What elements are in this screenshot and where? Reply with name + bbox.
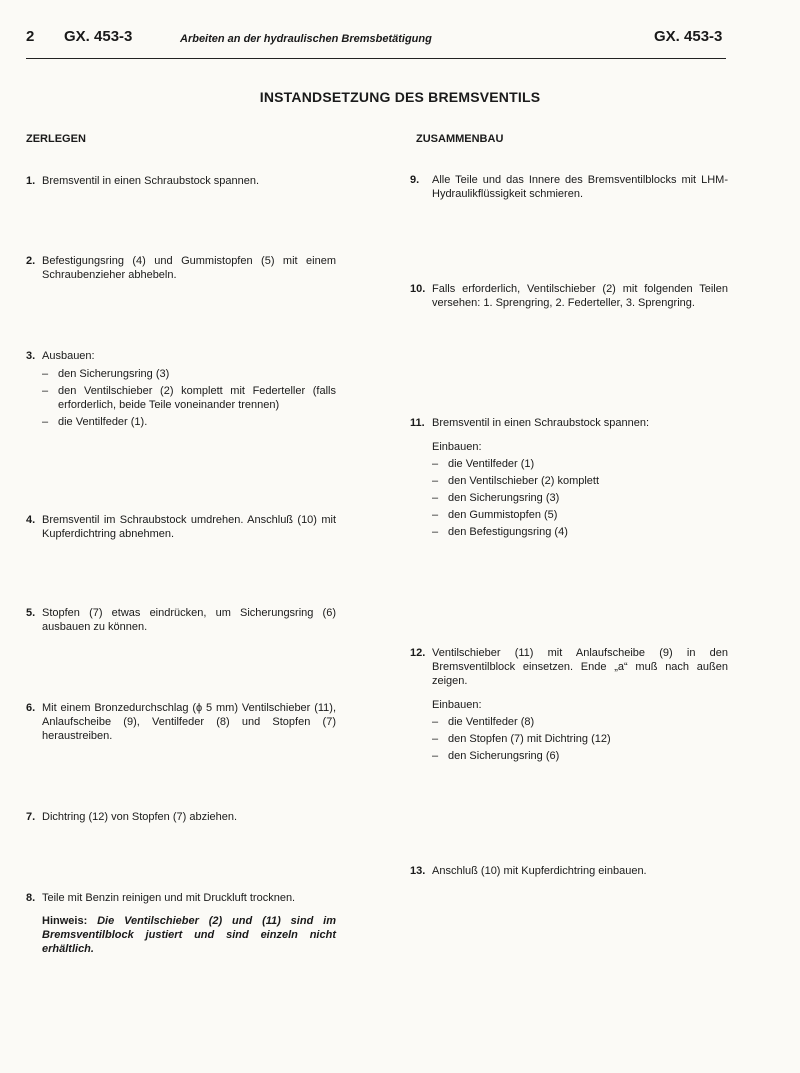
list-item: – den Ventilschieber (2) komplett mit Federteller (falls erforderlich, beide Teile voneinander trennen) <box>42 385 336 411</box>
page-title: INSTANDSETZUNG DES BREMSVENTILS <box>259 89 541 105</box>
right-column-heading: ZUSAMMENBAU <box>416 133 504 145</box>
header-subtitle: Arbeiten an der hydraulischen Bremsbetätigung <box>180 33 432 45</box>
step-number: 4. <box>26 514 36 526</box>
step-5 <box>26 606 336 634</box>
step-8 <box>26 891 336 956</box>
list-item: – den Gummistopfen (5) <box>432 509 558 521</box>
step-number: 10. <box>410 283 426 295</box>
step-number: 6. <box>26 702 36 714</box>
page-number: 2 <box>26 28 35 45</box>
step-text: Anschluß (10) mit Kupferdichtring einbauen. <box>432 865 647 877</box>
list-item: – die Ventilfeder (1) <box>432 458 535 470</box>
note-text: Die Ventilschieber (2) und (11) sind im Bremsventilblock justiert und sind einzeln nicht erhältlich. <box>42 915 336 955</box>
step-13 <box>410 864 728 878</box>
step-number: 12. <box>410 647 426 659</box>
list-label: Einbauen: <box>432 699 482 711</box>
step-9 <box>410 173 728 201</box>
step-3 <box>26 349 336 429</box>
step-text: Alle Teile und das Innere des Bremsventilblocks mit LHM-Hydraulikflüssigkeit schmieren. <box>432 174 728 200</box>
list-item: – den Sicherungsring (6) <box>432 750 560 762</box>
step-number: 3. <box>26 350 36 362</box>
list-item: – den Sicherungsring (3) <box>42 368 170 380</box>
step-number: 11. <box>410 417 425 429</box>
list-item: – den Befestigungsring (4) <box>432 526 568 538</box>
step-text: Ventilschieber (11) mit Anlaufscheibe (9) in den Bremsventilblock einsetzen. Ende „a“ muß nach außen zeigen. <box>432 647 728 687</box>
list-item: – den Stopfen (7) mit Dichtring (12) <box>432 733 611 745</box>
step-7 <box>26 810 336 824</box>
header-rule <box>26 58 726 59</box>
step-text: Befestigungsring (4) und Gummistopfen (5) mit einem Schraubenzieher abhebeln. <box>42 255 336 281</box>
step-text: Falls erforderlich, Ventilschieber (2) mit folgenden Teilen versehen: 1. Sprengring, 2. Federteller, 3. Sprengring. <box>432 283 728 309</box>
step-text: Stopfen (7) etwas eindrücken, um Sicherungsring (6) ausbauen zu können. <box>42 607 336 633</box>
left-column-heading: ZERLEGEN <box>26 133 86 145</box>
step-number: 2. <box>26 255 36 267</box>
step-4 <box>26 513 336 541</box>
step-10 <box>410 282 728 310</box>
list-item: – die Ventilfeder (1). <box>42 416 148 428</box>
list-item: – den Ventilschieber (2) komplett <box>432 475 600 487</box>
step-12 <box>410 646 728 763</box>
doc-code-left: GX. 453-3 <box>64 28 133 45</box>
step-text: Bremsventil im Schraubstock umdrehen. Anschluß (10) mit Kupferdichtring abnehmen. <box>42 514 336 540</box>
step-text: Dichtring (12) von Stopfen (7) abziehen. <box>42 811 238 823</box>
note-label: Hinweis: <box>42 915 88 927</box>
step-2 <box>26 254 336 282</box>
step-number: 5. <box>26 607 36 619</box>
step-1 <box>26 174 336 188</box>
step-text: Ausbauen: <box>42 350 95 362</box>
step-number: 13. <box>410 865 426 877</box>
step-number: 7. <box>26 811 36 823</box>
list-item: – die Ventilfeder (8) <box>432 716 535 728</box>
list-label: Einbauen: <box>432 441 482 453</box>
step-number: 9. <box>410 174 420 186</box>
note <box>42 914 336 956</box>
doc-code-right: GX. 453-3 <box>654 28 723 45</box>
step-number: 1. <box>26 175 36 187</box>
step-11 <box>410 416 728 539</box>
step-text: Teile mit Benzin reinigen und mit Druckluft trocknen. <box>42 892 296 904</box>
step-6 <box>26 701 336 743</box>
step-number: 8. <box>26 892 36 904</box>
list-item: – den Sicherungsring (3) <box>432 492 560 504</box>
step-text: Bremsventil in einen Schraubstock spannen. <box>42 175 260 187</box>
step-text: Mit einem Bronzedurchschlag (ϕ 5 mm) Ventilschieber (11), Anlaufscheibe (9), Ventilfeder (8) und Stopfen (7) heraustreiben. <box>42 702 336 742</box>
step-text: Bremsventil in einen Schraubstock spannen: <box>432 417 650 429</box>
